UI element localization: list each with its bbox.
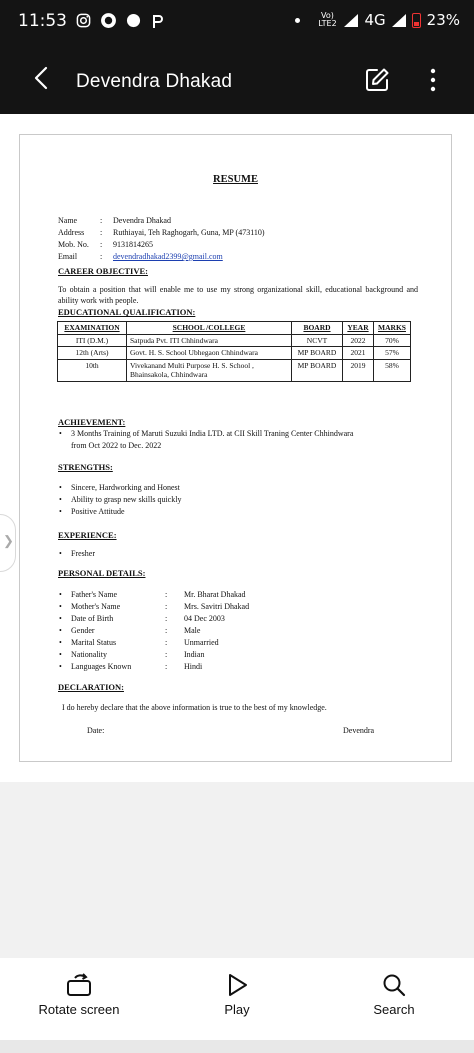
strength-item: • Ability to grasp new skills quickly <box>71 495 181 504</box>
table-row <box>58 334 411 347</box>
col-marks: MARKS <box>374 322 411 335</box>
system-status <box>295 11 460 29</box>
col-examination: EXAMINATION <box>58 322 127 335</box>
achievement-item-cont: from Oct 2022 to Dec. 2022 <box>71 441 162 450</box>
personal-colon: : <box>165 662 168 671</box>
document-title: Devendra Dhakad <box>76 71 233 92</box>
cell-exam: 10th <box>58 359 127 381</box>
cell-year: 2021 <box>343 347 374 360</box>
info-label: Name <box>58 216 78 225</box>
personal-value: Unmarried <box>184 638 219 647</box>
personal-details-heading: PERSONAL DETAILS: <box>58 568 146 578</box>
education-table <box>57 321 411 382</box>
col-board: BOARD <box>292 322 343 335</box>
jio-icon <box>100 12 117 29</box>
table-row <box>58 359 411 381</box>
info-colon: : <box>100 252 103 261</box>
rotate-screen-icon <box>66 972 92 998</box>
personal-label: Mother's Name <box>71 602 121 611</box>
date-label: Date: <box>87 726 105 735</box>
cell-marks: 57% <box>374 347 411 360</box>
personal-label: Languages Known <box>71 662 132 671</box>
edit-icon[interactable] <box>364 67 390 93</box>
personal-colon: : <box>165 614 168 623</box>
signal-icon-2 <box>392 14 406 27</box>
more-options-icon[interactable] <box>424 66 442 94</box>
document-page <box>19 134 452 762</box>
signature-name: Devendra <box>343 726 375 735</box>
app-bar <box>0 42 474 114</box>
info-value: 9131814265 <box>113 240 153 249</box>
nav-label: Search <box>373 1002 415 1017</box>
cell-board: MP BOARD <box>292 359 343 381</box>
play-icon <box>224 972 250 998</box>
personal-label: Date of Birth <box>71 614 114 623</box>
resume-title: RESUME <box>213 174 258 185</box>
cell-marks: 58% <box>374 359 411 381</box>
play-button[interactable] <box>167 958 307 1040</box>
rotate-screen-button[interactable] <box>9 958 149 1040</box>
search-icon <box>381 972 407 998</box>
achievement-heading: ACHIEVEMENT: <box>58 417 126 427</box>
cell-marks: 70% <box>374 334 411 347</box>
battery-percent: 23% <box>426 11 460 29</box>
personal-value: Mr. Bharat Dhakad <box>184 590 246 599</box>
education-heading: EDUCATIONAL QUALIFICATION: <box>58 307 196 317</box>
bottom-toolbar <box>0 958 474 1040</box>
document-viewer[interactable] <box>0 114 474 782</box>
dot-icon <box>295 18 300 23</box>
notification-icons <box>76 12 164 29</box>
battery-icon <box>412 13 421 28</box>
email-link[interactable]: devendradhakad2399@gmail.com <box>113 252 223 261</box>
personal-value: Mrs. Savitri Dhakad <box>184 602 250 611</box>
info-colon: : <box>100 216 103 225</box>
personal-colon: : <box>165 626 168 635</box>
search-button[interactable] <box>324 958 464 1040</box>
nav-label: Play <box>224 1002 250 1017</box>
gesture-bar <box>0 1040 474 1053</box>
cell-year: 2019 <box>343 359 374 381</box>
personal-label: Father's Name <box>71 590 118 599</box>
paytm-icon <box>150 13 164 29</box>
table-header-row <box>58 322 411 335</box>
personal-value: Indian <box>184 650 205 659</box>
col-school: SCHOOL /COLLEGE <box>127 322 292 335</box>
cell-year: 2022 <box>343 334 374 347</box>
info-value: Devendra Dhakad <box>113 216 171 225</box>
instagram-icon <box>76 13 91 28</box>
strengths-heading: STRENGTHS: <box>58 462 113 472</box>
strength-item: • Sincere, Hardworking and Honest <box>71 483 180 492</box>
info-label: Address <box>58 228 85 237</box>
personal-colon: : <box>165 590 168 599</box>
info-label: Mob. No. <box>58 240 89 249</box>
nav-label: Rotate screen <box>38 1002 120 1017</box>
chevron-right-icon: ❯ <box>3 533 14 548</box>
cell-school: Govt. H. S. School Ubhegaon Chhindwara <box>127 347 292 360</box>
personal-label: Nationality <box>71 650 107 659</box>
experience-item: • Fresher <box>71 549 95 558</box>
cell-board: NCVT <box>292 334 343 347</box>
cell-board: MP BOARD <box>292 347 343 360</box>
personal-label: Marital Status <box>71 638 117 647</box>
status-bar <box>0 0 474 42</box>
declaration-heading: DECLARATION: <box>58 682 124 692</box>
info-label: Email <box>58 252 78 261</box>
personal-value: Hindi <box>184 662 203 671</box>
cell-exam: 12th (Arts) <box>58 347 127 360</box>
career-objective-heading: CAREER OBJECTIVE: <box>58 266 148 276</box>
cell-school: Vivekanand Multi Purpose H. S. School , Bhainsakola, Chhindwara <box>127 359 292 381</box>
personal-label: Gender <box>71 626 95 635</box>
info-colon: : <box>100 240 103 249</box>
career-objective-text: To obtain a position that will enable me to use my strong organizational skill, educational background and ability work with people. <box>58 285 418 305</box>
experience-heading: EXPERIENCE: <box>58 530 117 540</box>
strength-item: • Positive Attitude <box>71 507 125 516</box>
col-year: YEAR <box>343 322 374 335</box>
personal-colon: : <box>165 602 168 611</box>
achievement-item: • 3 Months Training of Maruti Suzuki India LTD. at CII Skill Traning Center Chhindwara <box>71 429 353 438</box>
status-time: 11:53 <box>18 11 67 31</box>
info-value: Ruthiayai, Teh Raghogarh, Guna, MP (473110) <box>113 228 265 237</box>
cell-exam: ITI (D.M.) <box>58 334 127 347</box>
personal-colon: : <box>165 650 168 659</box>
info-colon: : <box>100 228 103 237</box>
signal-icon <box>344 14 358 27</box>
record-dot-icon <box>126 13 141 28</box>
personal-value: Male <box>184 626 201 635</box>
page-nav-handle[interactable] <box>0 514 16 572</box>
volte-indicator: Vo) LTE2 <box>318 11 337 28</box>
personal-colon: : <box>165 638 168 647</box>
table-row <box>58 347 411 360</box>
network-type: 4G <box>364 11 386 29</box>
back-arrow-icon[interactable] <box>28 64 56 92</box>
personal-value: 04 Dec 2003 <box>184 614 225 623</box>
cell-school: Satpuda Pvt. ITI Chhindwara <box>127 334 292 347</box>
declaration-text: I do hereby declare that the above information is true to the best of my knowledge. <box>62 703 327 712</box>
